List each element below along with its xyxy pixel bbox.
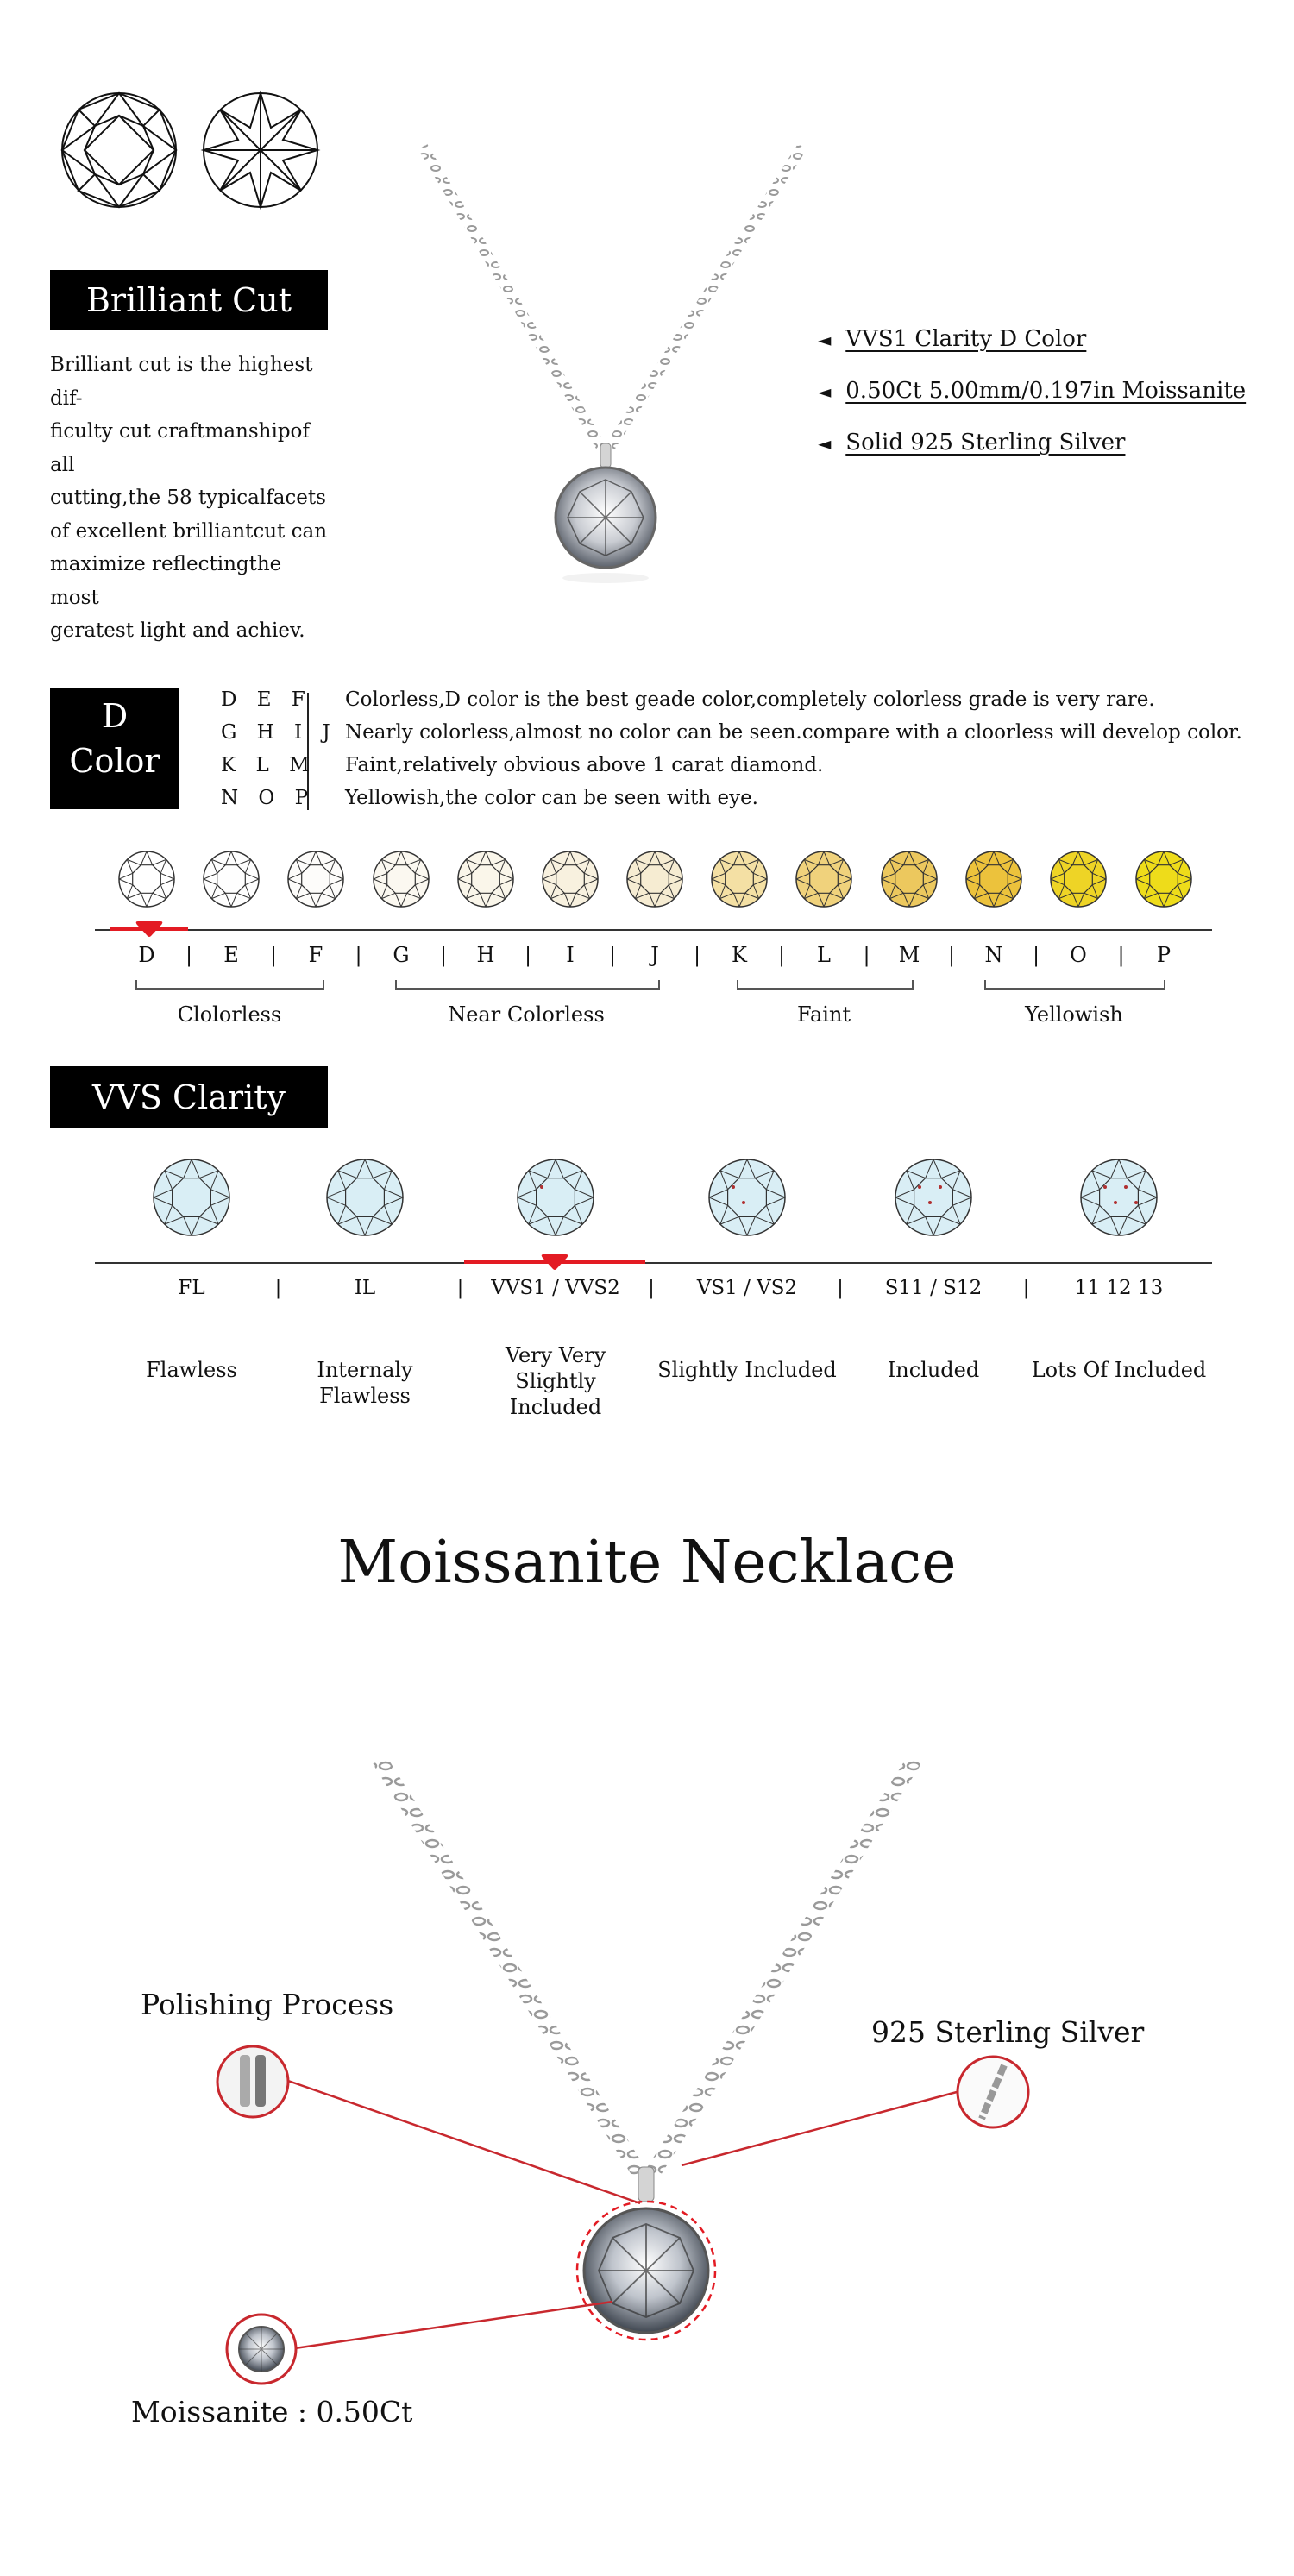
clarity-grade-label: FL (178, 1277, 205, 1299)
color-grade-letters: D E F (221, 688, 312, 711)
clarity-grade-label: IL (354, 1277, 376, 1299)
polishing-process-label: Polishing Process (141, 1988, 394, 2021)
description-line: of excellent brilliantcut can (50, 519, 328, 543)
description-line: ficulty cut craftmanshipof all (50, 420, 310, 476)
color-stone-icon (625, 850, 684, 912)
clarity-scale-line (95, 1262, 1212, 1264)
color-scale-letter: N (984, 943, 1003, 967)
clarity-stone-icon (325, 1158, 405, 1241)
color-scale-letter: I (566, 943, 575, 967)
description-line: cutting,the 58 typicalfacets (50, 487, 326, 509)
clarity-grade-label: S11 / S12 (884, 1277, 983, 1299)
color-stone-icon (1049, 850, 1108, 912)
feature-item: ◄ VVS1 Clarity D Color (818, 326, 1087, 352)
pointer-left-icon: ◄ (818, 330, 832, 350)
color-scale-letter: L (817, 943, 831, 967)
color-scale-separator: | (1117, 943, 1125, 967)
clarity-stone-icon (894, 1158, 973, 1241)
clarity-scale-separator: | (1022, 1277, 1030, 1299)
color-scale-separator: | (185, 943, 193, 967)
color-badge-letter: D (101, 697, 129, 735)
color-scale-separator: | (355, 943, 362, 967)
sterling-silver-detail-icon (954, 2053, 1032, 2131)
color-scale-separator: | (269, 943, 278, 967)
clarity-grade-description: Included (887, 1358, 980, 1382)
color-scale-letter: J (650, 943, 659, 967)
color-group-label: Yellowish (1025, 1002, 1123, 1027)
color-stone-icon (372, 850, 430, 912)
color-scale-separator: | (863, 943, 870, 967)
color-scale-letter: F (308, 943, 324, 967)
clarity-scale-separator: | (456, 1277, 464, 1299)
callout-lines (0, 1984, 1294, 2416)
clarity-scale-separator: | (648, 1277, 655, 1299)
color-badge-word: Color (69, 742, 160, 780)
clarity-scale-separator: | (837, 1277, 844, 1299)
color-grade-description: Colorless,D color is the best geade color,completely colorless grade is very rare. (345, 688, 1155, 711)
brilliant-cut-star-view-icon (200, 90, 321, 210)
color-grade-letters: N O P (221, 787, 316, 809)
color-scale-letter: O (1070, 943, 1087, 967)
color-scale-letter: P (1156, 943, 1172, 967)
color-stone-icon (964, 850, 1023, 912)
color-group-brackets (0, 978, 1294, 996)
color-scale-separator: | (524, 943, 532, 967)
clarity-grade-description: Very Very Slightly Included (505, 1343, 606, 1419)
color-stone-icon (880, 850, 939, 912)
color-scale-letter: E (223, 943, 239, 967)
brilliant-cut-top-view-icon (59, 90, 179, 210)
polishing-detail-icon (214, 2043, 292, 2120)
clarity-grade-label: VVS1 / VVS2 (491, 1277, 620, 1299)
color-grade-description: Nearly colorless,almost no color can be seen.compare with a cloorless will develop color. (345, 721, 1242, 744)
description-line: maximize reflectingthe most (50, 553, 282, 609)
color-stone-icon (202, 850, 261, 912)
clarity-stone-icon (707, 1158, 787, 1241)
color-stone-icon (286, 850, 345, 912)
color-scale-letter: M (898, 943, 920, 967)
color-grade-letters: G H I J (221, 721, 337, 744)
moissanite-detail-icon (224, 2312, 298, 2386)
feature-item: ◄ 0.50Ct 5.00mm/0.197in Moissanite (818, 378, 1247, 404)
moissanite-label: Moissanite : 0.50Ct (131, 2395, 413, 2428)
necklace-product-image (405, 138, 811, 604)
selected-marker-icon (540, 1253, 569, 1272)
description-line: Brilliant cut is the highest dif- (50, 354, 313, 410)
color-grade-description: Faint,relatively obvious above 1 carat diamond. (345, 754, 824, 776)
color-grade-description: Yellowish,the color can be seen with eye. (345, 787, 758, 809)
clarity-title (50, 1066, 328, 1128)
pointer-left-icon: ◄ (818, 381, 832, 402)
color-grade-letters: K L M (221, 754, 317, 776)
clarity-scale-separator: | (274, 1277, 282, 1299)
color-scale-line (95, 929, 1212, 931)
color-scale-separator: | (777, 943, 786, 967)
clarity-grade-label: VS1 / VS2 (696, 1277, 798, 1299)
clarity-grade-description: Flawless (146, 1358, 237, 1382)
pointer-left-icon: ◄ (818, 433, 832, 454)
clarity-stone-icon (152, 1158, 231, 1241)
color-scale-letter: H (476, 943, 495, 967)
color-scale-separator: | (608, 943, 617, 967)
sterling-silver-label: 925 Sterling Silver (871, 2015, 1145, 2049)
necklace-section-title: Moissanite Necklace (337, 1529, 957, 1597)
clarity-stone-icon (1079, 1158, 1159, 1241)
description-line: geratest light and achiev. (50, 619, 305, 642)
color-stone-icon (795, 850, 853, 912)
color-scale-letter: D (138, 943, 155, 967)
color-scale-separator: | (1032, 943, 1040, 967)
color-group-label: Faint (796, 1002, 851, 1027)
color-group-label: Near Colorless (448, 1002, 605, 1027)
color-scale-separator: | (693, 943, 701, 967)
color-stone-icon (1134, 850, 1193, 912)
clarity-grade-label: 11 12 13 (1074, 1277, 1164, 1299)
selected-marker-icon (135, 920, 164, 939)
clarity-grade-description: Slightly Included (657, 1358, 837, 1382)
color-stone-icon (456, 850, 515, 912)
color-group-label: Clolorless (177, 1002, 282, 1027)
color-stone-icon (117, 850, 176, 912)
brilliant-cut-title-text: Brilliant Cut (85, 281, 292, 319)
brilliant-cut-title (50, 270, 328, 330)
color-scale-letter: K (732, 943, 747, 967)
brilliant-cut-description (50, 349, 335, 648)
clarity-grade-description: Internaly Flawless (317, 1358, 413, 1408)
color-grade-badge (50, 688, 179, 809)
color-stone-icon (710, 850, 769, 912)
clarity-grade-description: Lots Of Included (1031, 1358, 1207, 1382)
feature-item: ◄ Solid 925 Sterling Silver (818, 430, 1126, 456)
clarity-title-text: VVS Clarity (92, 1078, 286, 1116)
clarity-stone-icon (516, 1158, 595, 1241)
color-scale-separator: | (947, 943, 956, 967)
color-scale-separator: | (439, 943, 448, 967)
color-scale-letter: G (393, 943, 410, 967)
color-stone-icon (541, 850, 600, 912)
